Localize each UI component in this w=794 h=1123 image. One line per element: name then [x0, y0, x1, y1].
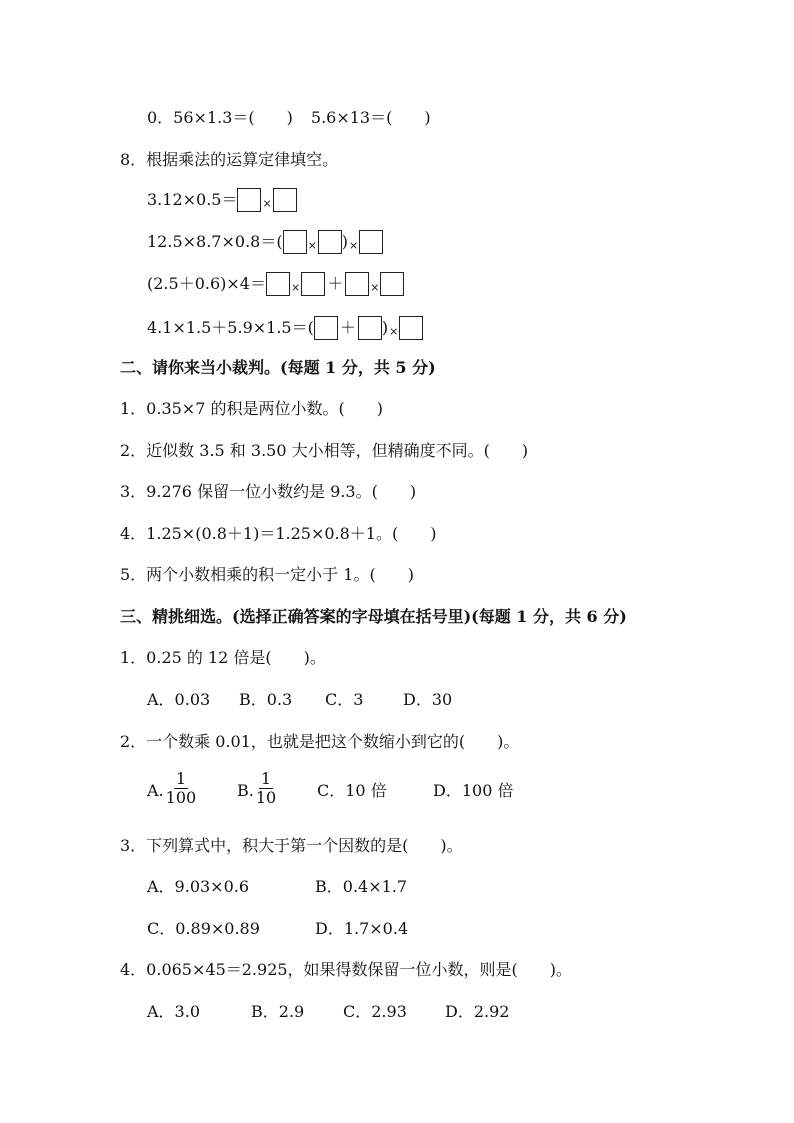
choice-q3-options-row1 — [147, 877, 407, 897]
q8-text: 8．根据乘法的运算定律填空。 — [120, 150, 339, 169]
choice-q3-options-row2 — [147, 919, 408, 939]
option-c[interactable]: C．10 倍 — [317, 780, 387, 800]
choice-q2-options — [147, 770, 513, 807]
answer-box[interactable] — [283, 230, 307, 254]
option-a[interactable]: A．9.03×0.6 — [147, 877, 250, 896]
option-c[interactable]: C．3 — [325, 690, 364, 709]
close-paren: ) — [381, 318, 389, 337]
times-sign: × — [290, 281, 301, 294]
q8-line-4 — [147, 316, 423, 340]
answer-box[interactable] — [358, 316, 382, 340]
prev-item-1: 0．56×1.3＝( ) — [147, 108, 293, 127]
q8-line-3 — [147, 272, 404, 296]
option-b[interactable] — [237, 770, 317, 807]
prev-item-2: 5.6×13＝( ) — [310, 108, 431, 127]
times-sign: × — [370, 281, 380, 294]
option-d[interactable]: D．30 — [403, 690, 453, 709]
option-d[interactable]: D．100 倍 — [433, 780, 514, 800]
option-a[interactable]: A．0.03 — [147, 690, 211, 709]
answer-box[interactable] — [380, 272, 404, 296]
choice-q1-stem: 1．0.25 的 12 倍是( )。 — [120, 648, 326, 667]
option-c[interactable]: C．2.93 — [343, 1002, 407, 1021]
judge-item-2: 2．近似数 3.5 和 3.50 大小相等，但精确度不同。( ) — [120, 441, 529, 460]
fraction — [254, 770, 278, 807]
fraction-denominator: 10 — [255, 788, 277, 807]
fraction-numerator: 1 — [260, 769, 272, 788]
option-a[interactable]: A．3.0 — [147, 1002, 201, 1021]
option-b-label: B. — [237, 780, 254, 800]
judge-item-4: 4．1.25×(0.8＋1)＝1.25×0.8＋1。( ) — [120, 524, 437, 543]
fraction — [164, 770, 199, 807]
judge-item-5: 5．两个小数相乘的积一定小于 1。( ) — [120, 565, 414, 584]
choice-q4-options — [147, 1002, 509, 1022]
answer-box[interactable] — [237, 188, 261, 212]
times-sign: × — [349, 239, 359, 252]
choice-q3-stem: 3．下列算式中，积大于第一个因数的是( )。 — [120, 836, 463, 855]
close-paren: ) — [341, 232, 349, 251]
prev-question-line — [147, 108, 431, 128]
option-b[interactable]: B．0.3 — [239, 690, 293, 709]
q8-line-4-prefix: 4.1×1.5＋5.9×1.5＝( — [147, 318, 314, 337]
judge-item-1: 1．0.35×7 的积是两位小数。( ) — [120, 399, 383, 418]
answer-box[interactable] — [273, 188, 297, 212]
judge-item-3: 3．9.276 保留一位小数约是 9.3。( ) — [120, 482, 417, 501]
option-b[interactable]: B．0.4×1.7 — [315, 877, 408, 896]
times-sign: × — [389, 325, 399, 338]
choice-q4-stem: 4．0.065×45＝2.925，如果得数保留一位小数，则是( )。 — [120, 960, 573, 979]
times-sign: × — [262, 197, 272, 210]
plus-sign: ＋ — [327, 274, 344, 293]
q8-line-1-prefix: 3.12×0.5＝ — [147, 190, 238, 209]
option-c[interactable]: C．0.89×0.89 — [147, 919, 260, 938]
option-a-label: A. — [147, 780, 164, 800]
answer-box[interactable] — [345, 272, 369, 296]
answer-box[interactable] — [301, 272, 325, 296]
option-b[interactable]: B．2.9 — [251, 1002, 305, 1021]
choice-q2-stem: 2．一个数乘 0.01，也就是把这个数缩小到它的( )。 — [120, 732, 520, 751]
q8-line-2 — [147, 230, 383, 254]
answer-box[interactable] — [399, 316, 423, 340]
q8-line-2-prefix: 12.5×8.7×0.8＝( — [147, 232, 283, 251]
q8-line-1 — [147, 188, 297, 212]
option-d[interactable]: D．2.92 — [445, 1002, 510, 1021]
option-a[interactable] — [147, 770, 237, 807]
plus-sign: ＋ — [339, 318, 356, 337]
section-3-heading: 三、精挑细选。(选择正确答案的字母填在括号里)(每题 1 分，共 6 分) — [120, 607, 627, 626]
q8-line-3-prefix: (2.5＋0.6)×4＝ — [147, 274, 266, 293]
answer-box[interactable] — [359, 230, 383, 254]
answer-box[interactable] — [314, 316, 338, 340]
choice-q1-options — [147, 690, 452, 710]
fraction-numerator: 1 — [175, 769, 186, 788]
answer-box[interactable] — [318, 230, 342, 254]
times-sign: × — [307, 239, 317, 252]
option-d[interactable]: D．1.7×0.4 — [315, 919, 409, 938]
fraction-denominator: 100 — [165, 788, 197, 807]
section-2-heading: 二、请你来当小裁判。(每题 1 分，共 5 分) — [120, 358, 436, 377]
answer-box[interactable] — [266, 272, 290, 296]
